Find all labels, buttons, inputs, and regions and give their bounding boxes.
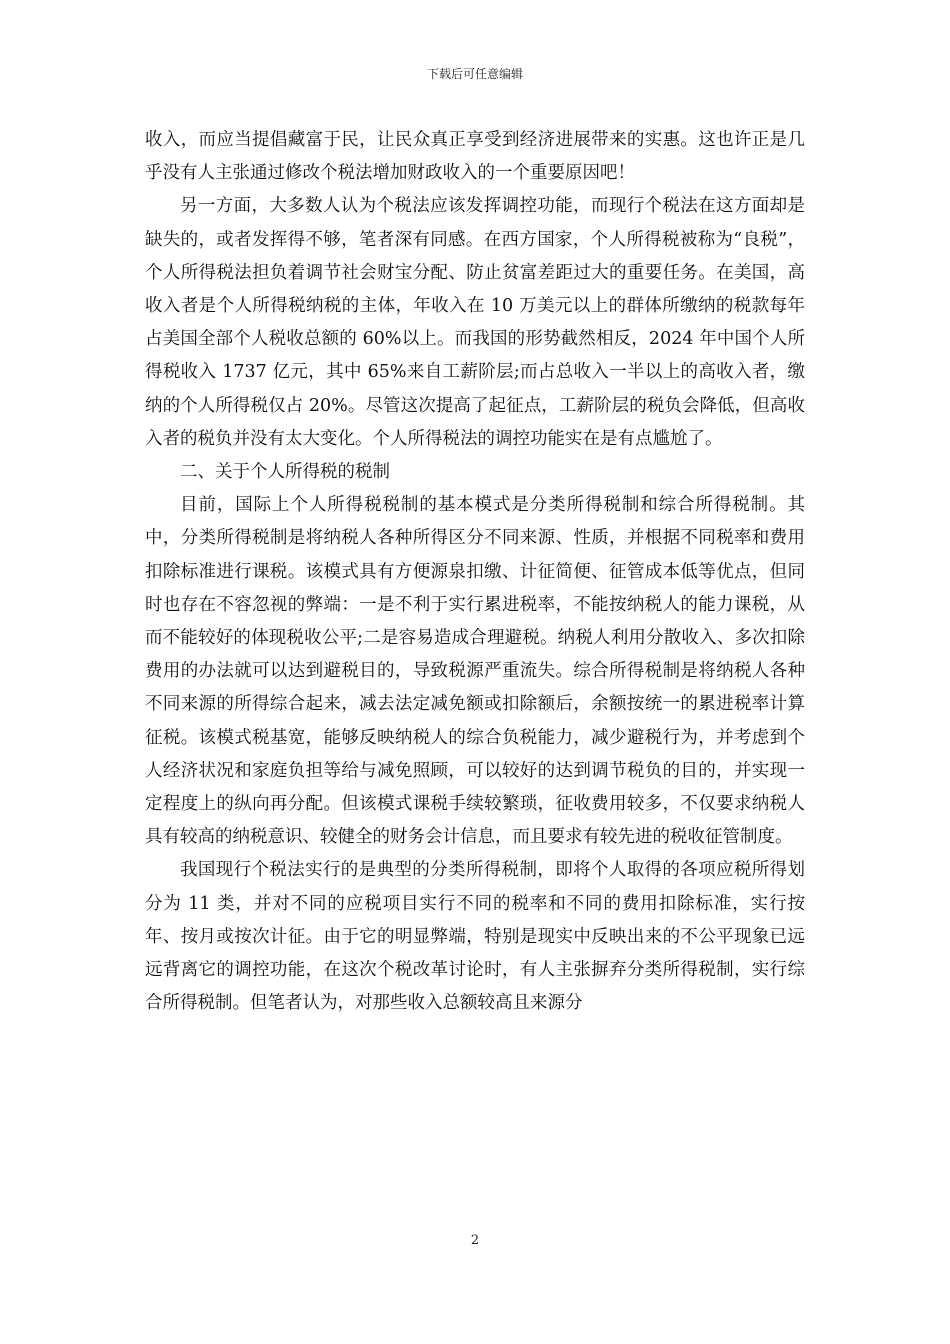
page-number: 2	[470, 1233, 480, 1248]
page-header: 下载后可任意编辑	[426, 67, 523, 81]
paragraph-3: 目前，国际上个人所得税税制的基本模式是分类所得税制和综合所得税制。其中，分类所得税制是将纳税人各种所得区分不同来源、性质，并根据不同税率和费用扣除标准进行课税。该模式具有方便源泉扣缴、计征简便、征管成本低等优点，但同时也存在不容忽视的弊端：一是不利于实行累进税率，不能按纳税人的能力课税，从而不能较好的体现税收公平;二是容易造成合理避税。纳税人利用分散收入、多次扣除费用的办法就可以达到避税目的，导致税源严重流失。综合所得税制是将纳税人各种不同来源的所得综合起来，减去法定减免额或扣除额后，余额按统一的累进税率计算征税。该模式税基宽，能够反映纳税人的综合负税能力，减少避税行为，并考虑到个人经济状况和家庭负担等给与减免照顾，可以较好的达到调节税负的目的，并实现一定程度上的纵向再分配。但该模式课税手续较繁琐，征收费用较多，不仅要求纳税人具有较高的纳税意识、较健全的财务会计信息，而且要求有较先进的税收征管制度。	[145, 495, 805, 848]
paragraph-2: 另一方面，大多数人认为个税法应该发挥调控功能，而现行个税法在这方面却是缺失的，或者发挥得不够，笔者深有同感。在西方国家，个人所得税被称为“良税”，个人所得税法担负着调节社会财宝分配、防止贫富差距过大的重要任务。在美国，高收入者是个人所得税纳税的主体，年收入在 10 万美元以上的群体所缴纳的税款每年占美国全部个人税收总额的 60%以上。而我国的形势截然相反，2024 年中国个人所得税收入 1737 亿元，其中 65%来自工薪阶层;而占总收入一半以上的高收入者，缴纳的个人所得税仅占 20%。尽管这次提高了起征点，工薪阶层的税负会降低，但高收入者的税负并没有太大变化。个人所得税法的调控功能实在是有点尴尬了。	[145, 196, 805, 449]
paragraph-4: 我国现行个税法实行的是典型的分类所得税制，即将个人取得的各项应税所得划分为 11 类，并对不同的应税项目实行不同的税率和不同的费用扣除标准，实行按年、按月或按次计征。由于它的明显弊端，特别是现实中反映出来的不公平现象已远远背离它的调控功能，在这次个税改革讨论时，有人主张摒弃分类所得税制，实行综合所得税制。但笔者认为，对那些收入总额较高且来源分	[145, 860, 805, 1014]
body-text	[145, 124, 805, 1020]
paragraph-1: 收入，而应当提倡藏富于民，让民众真正享受到经济进展带来的实惠。这也许正是几乎没有人主张通过修改个税法增加财政收入的一个重要原因吧！	[145, 130, 805, 184]
section-heading: 二、关于个人所得税的税制	[180, 462, 390, 483]
